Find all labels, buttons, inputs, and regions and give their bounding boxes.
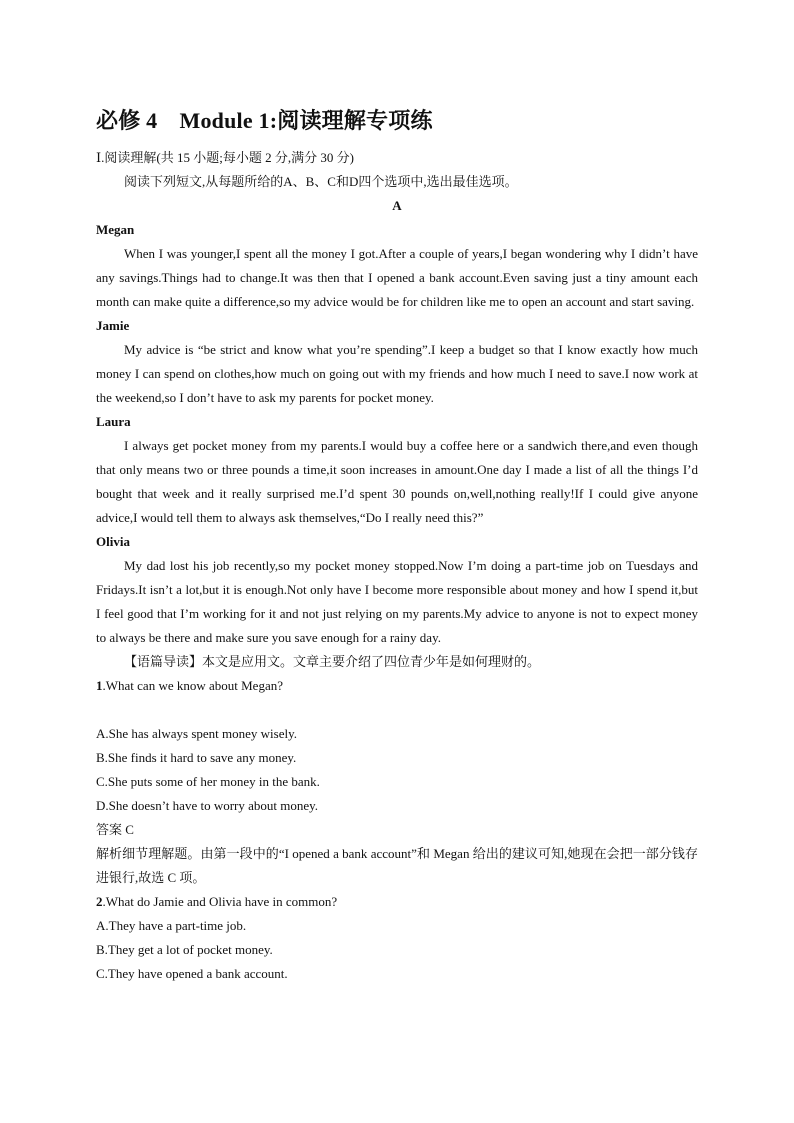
- passage-letter: A: [392, 198, 402, 213]
- question-option: B.They get a lot of pocket money.: [96, 942, 273, 957]
- question-stem: .What can we know about Megan?: [102, 678, 283, 693]
- question-option: C.They have opened a bank account.: [96, 966, 288, 981]
- section-heading: Ⅰ.阅读理解(共 15 小题;每小题 2 分,满分 30 分): [96, 150, 354, 165]
- question-2: [96, 890, 698, 914]
- question-option: D.She doesn’t have to worry about money.: [96, 798, 319, 813]
- analysis-line: 解析细节理解题。由第一段中的“I opened a bank account”和 Megan 给出的建议可知,她现在会把一部分钱存进银行,故选 C 项。: [96, 846, 698, 885]
- speaker-paragraph: My advice is “be strict and know what you’re spending”.I keep a budget so that I know exactly how much money I can spend on clothes,how much on going out with my friends and how much I need to save.I now work at the weekend,so I don’t have to ask my parents for pocket money.: [96, 342, 698, 405]
- question-option: C.She puts some of her money in the bank.: [96, 774, 320, 789]
- document-page: [96, 106, 698, 986]
- speaker-name: Jamie: [96, 318, 130, 333]
- question-1: [96, 674, 698, 698]
- page-title: 必修 4 Module 1:阅读理解专项练: [96, 108, 433, 133]
- question-number: 2: [96, 894, 103, 909]
- section-instruction: 阅读下列短文,从每题所给的A、B、C和D四个选项中,选出最佳选项。: [124, 174, 518, 189]
- question-option: A.They have a part-time job.: [96, 918, 247, 933]
- question-option: A.She has always spent money wisely.: [96, 726, 297, 741]
- answer-line: 答案 C: [96, 822, 134, 837]
- passage-guide: 【语篇导读】本文是应用文。文章主要介绍了四位青少年是如何理财的。: [124, 654, 541, 669]
- speaker-name: Olivia: [96, 534, 130, 549]
- speaker-name: Megan: [96, 222, 135, 237]
- speaker-paragraph: My dad lost his job recently,so my pocket money stopped.Now I’m doing a part-time job on Tuesdays and Fridays.It isn’t a lot,but it is enough.Not only have I become more responsible about money and how I spend it,but I feel good that I’m working for it and not just relying on my parents.My advice to anyone is not to expect money to always be there and make sure you save enough for a rainy day.: [96, 558, 698, 645]
- speaker-name: Laura: [96, 414, 131, 429]
- question-stem: .What do Jamie and Olivia have in common?: [102, 894, 338, 909]
- speaker-paragraph: When I was younger,I spent all the money I got.After a couple of years,I began wondering why I didn’t have any savings.Things had to change.It was then that I opened a bank account.Even saving just a tiny amount each month can make quite a difference,so my advice would be for children like me to open an account and start saving.: [96, 246, 698, 309]
- question-gap: [96, 698, 698, 722]
- question-number: 1: [96, 678, 103, 693]
- question-option: B.She finds it hard to save any money.: [96, 750, 297, 765]
- speaker-paragraph: I always get pocket money from my parents.I would buy a coffee here or a sandwich there,and even though that only means two or three pounds a time,it soon increases in amount.One day I made a list of all the things I’d bought that week and it really surprised me.I’d spent 30 pounds on,well,nothing really!If I could give anyone advice,I would tell them to always ask themselves,“Do I really need this?”: [96, 438, 698, 525]
